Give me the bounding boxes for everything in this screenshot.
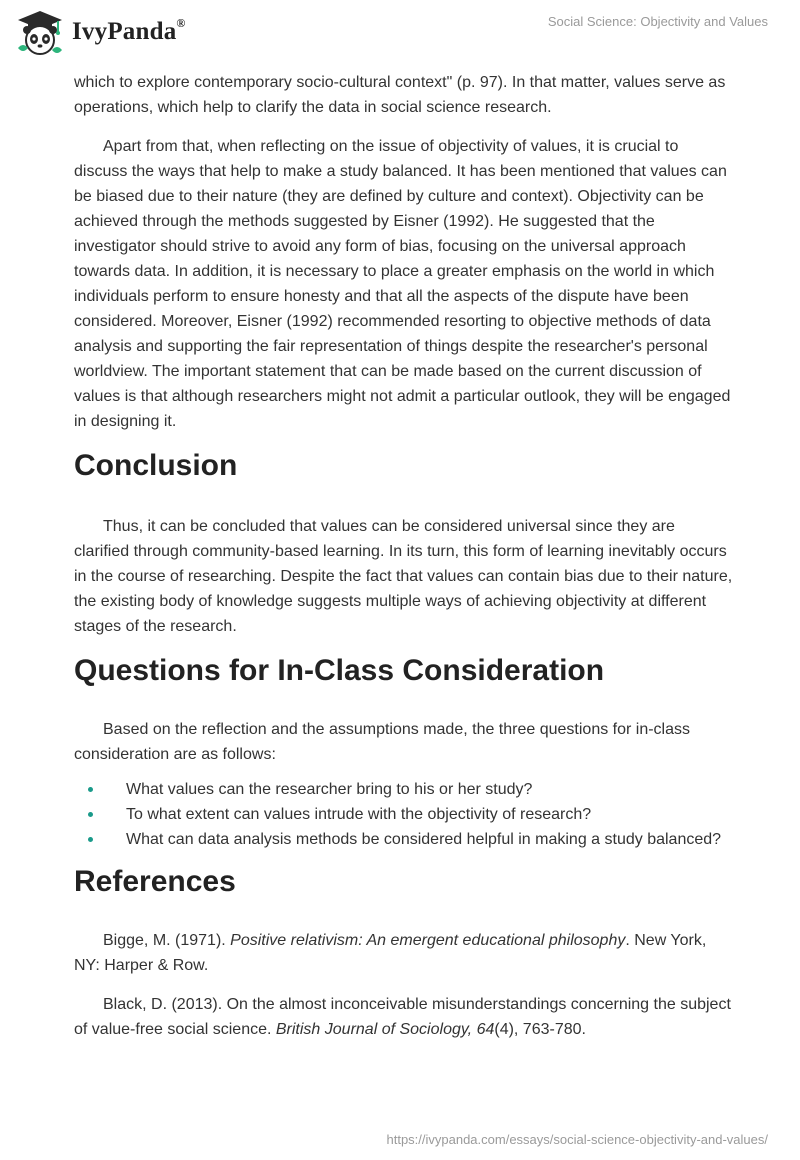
footer-url-link[interactable]: https://ivypanda.com/essays/social-science-objectivity-and-values/ xyxy=(386,1132,768,1147)
paragraph-objectivity: Apart from that, when reflecting on the issue of objectivity of values, it is crucial to discuss the ways that help to make a study balanced. It has been mentioned that values can be biased due to their nature (they are defined by culture and context). Objectivity can be achieved through the methods suggested by Eisner (1992). He suggested that the investigator should strive to avoid any form of bias, focusing on the universal approach towards data. In addition, it is necessary to place a greater emphasis on the world in which individuals perform to ensure honesty and that all the aspects of the dispute have been considered. Moreover, Eisner (1992) recommended resorting to objective methods of data analysis and supporting the fair representation of things despite the researcher's personal worldview. The important statement that can be made based on the current discussion of values is that although researchers might not admit a particular outlook, they will be engaged in designing it. xyxy=(74,138,731,430)
reference-entry: Bigge, M. (1971). Positive relativism: An emergent educational philosophy. New York, NY: Harper & Row. xyxy=(74,932,707,974)
list-item: What can data analysis methods be considered helpful in making a study balanced? xyxy=(74,827,734,852)
registered-mark: ® xyxy=(176,16,186,30)
conclusion-heading: Conclusion xyxy=(74,449,238,482)
references-heading: References xyxy=(74,865,236,898)
reference-entry: Black, D. (2013). On the almost inconceivable misunderstandings concerning the subject of value-free social science. British Journal of Sociology, 64(4), 763-780. xyxy=(74,996,731,1038)
panda-graduate-icon xyxy=(14,8,66,56)
document-title: Social Science: Objectivity and Values xyxy=(547,14,768,29)
ivypanda-logo[interactable] xyxy=(14,8,186,56)
questions-intro: Based on the reflection and the assumptions made, the three questions for in-class consideration are as follows: xyxy=(74,721,691,763)
bullet-icon xyxy=(88,837,93,842)
bullet-icon xyxy=(88,787,93,792)
paragraph-continued: which to explore contemporary socio-cultural context" (p. 97). In that matter, values serve as operations, which help to clarify the data in social science research. xyxy=(74,74,726,116)
list-item: To what extent can values intrude with the objectivity of research? xyxy=(74,802,734,827)
conclusion-paragraph: Thus, it can be concluded that values can be considered universal since they are clarified through community-based learning. In its turn, this form of learning inevitably occurs in the course of researching. Despite the fact that values can contain bias due to their nature, the existing body of knowledge suggests multiple ways of achieving objectivity at different stages of the research. xyxy=(74,518,733,635)
bullet-icon xyxy=(88,812,93,817)
questions-heading: Questions for In-Class Consideration xyxy=(74,654,605,687)
brand-name: IvyPanda® xyxy=(72,16,186,45)
essay-content xyxy=(74,70,734,1056)
list-item: What values can the researcher bring to his or her study? xyxy=(74,777,734,802)
questions-list xyxy=(74,777,734,852)
page-header xyxy=(0,0,800,66)
